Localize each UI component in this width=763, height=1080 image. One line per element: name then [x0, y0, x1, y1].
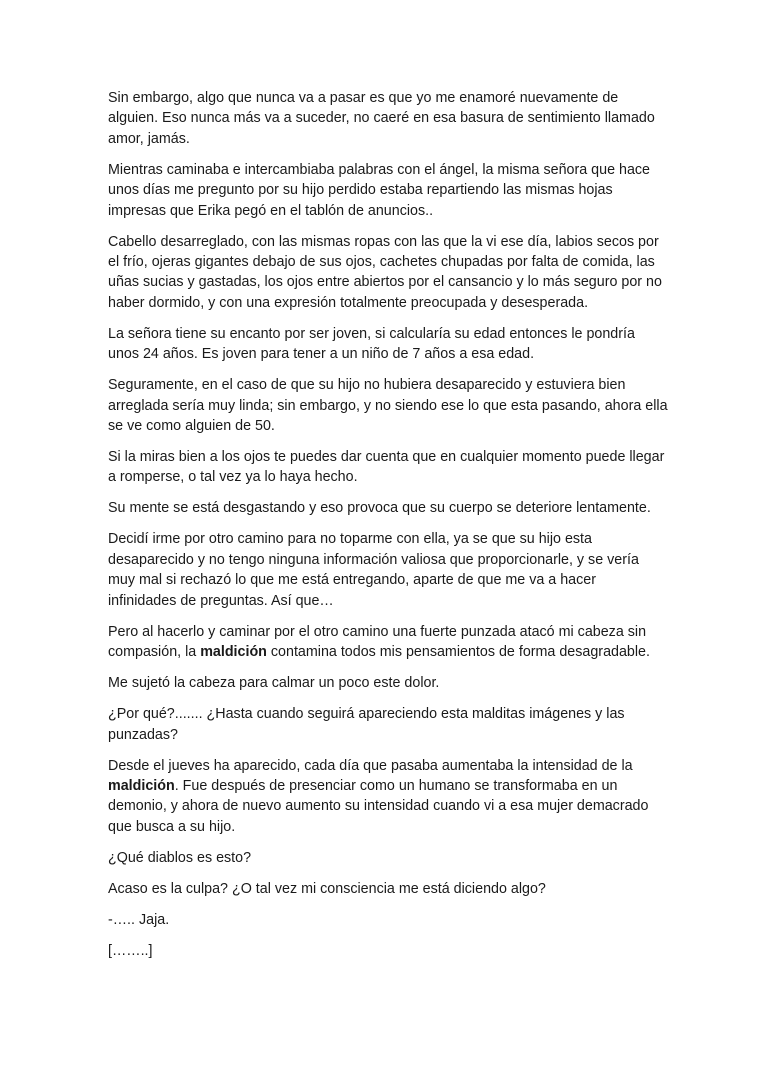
paragraph	[108, 232, 668, 314]
text-run: -….. Jaja.	[108, 911, 170, 928]
text-run: Cabello desarreglado, con las mismas ropas con las que la vi ese día, labios secos por el frío, ojeras gigantes debajo de sus ojos, cachetes chupadas por falta de comida, las uñas sucias y gastadas, los ojos entre abiertos por el cansancio y lo más seguro por no haber dormido, y con una expresión totalmente preocupada y desesperada.	[108, 233, 662, 311]
text-run: . Fue después de presenciar como un humano se transformaba en un demonio, y ahora de nuevo aumento su intensidad cuando vi a esa mujer demacrado que busca a su hijo.	[108, 777, 649, 835]
paragraph	[108, 879, 668, 899]
text-run: Su mente se está desgastando y eso provoca que su cuerpo se deteriore lentamente.	[108, 500, 651, 517]
paragraph	[108, 756, 668, 838]
paragraph	[108, 160, 668, 221]
document-page	[108, 88, 668, 972]
text-run: [……..]	[108, 942, 153, 959]
text-run: contamina todos mis pensamientos de forma desagradable.	[266, 644, 650, 661]
paragraph	[108, 529, 668, 611]
paragraph	[108, 447, 668, 488]
text-run: Me sujetó la cabeza para calmar un poco este dolor.	[108, 675, 440, 692]
text-run: ¿Por qué?....... ¿Hasta cuando seguirá apareciendo esta malditas imágenes y las punzadas?	[108, 706, 625, 743]
paragraph	[108, 673, 668, 693]
paragraph	[108, 88, 668, 149]
text-run: Si la miras bien a los ojos te puedes dar cuenta que en cualquier momento puede llegar a romperse, o tal vez ya lo haya hecho.	[108, 449, 665, 486]
text-run: Pero al hacerlo y caminar por el otro camino una fuerte punzada atacó mi cabeza sin compasión, la	[108, 623, 647, 661]
bold-text: maldición	[108, 777, 175, 794]
paragraph	[108, 704, 668, 745]
paragraph	[108, 910, 668, 930]
paragraph	[108, 498, 668, 518]
text-run: Sin embargo, algo que nunca va a pasar es que yo me enamoré nuevamente de alguien. Eso nunca más va a suceder, no caeré en esa basura de sentimiento llamado amor, jamás.	[108, 90, 655, 147]
paragraph	[108, 941, 668, 961]
paragraph	[108, 324, 668, 365]
paragraph	[108, 848, 668, 868]
text-run: Desde el jueves ha aparecido, cada día que pasaba aumentaba la intensidad de la	[108, 757, 633, 774]
text-run: Mientras caminaba e intercambiaba palabras con el ángel, la misma señora que hace unos días me pregunto por su hijo perdido estaba repartiendo las mismas hojas impresas que Erika pegó en el tablón de anuncios..	[108, 161, 650, 219]
text-run: Decidí irme por otro camino para no toparme con ella, ya se que su hijo esta desaparecido y no tengo ninguna información valiosa que proporcionarle, y se vería muy mal si rechazó lo que me está entregando, aparte de que me va a hacer infinidades de preguntas. Así que…	[108, 531, 639, 609]
text-run: ¿Qué diablos es esto?	[108, 849, 252, 866]
text-run: Seguramente, en el caso de que su hijo no hubiera desaparecido y estuviera bien arreglada sería muy linda; sin embargo, y no siendo ese lo que esta pasando, ahora ella se ve como alguien de 50.	[108, 377, 668, 435]
bold-text: maldición	[200, 644, 267, 661]
paragraph	[108, 375, 668, 436]
text-run: La señora tiene su encanto por ser joven, si calcularía su edad entonces le pondría unos 24 años. Es joven para tener a un niño de 7 años a esa edad.	[108, 325, 635, 363]
text-run: Acaso es la culpa? ¿O tal vez mi consciencia me está diciendo algo?	[108, 880, 546, 897]
paragraph	[108, 622, 668, 663]
